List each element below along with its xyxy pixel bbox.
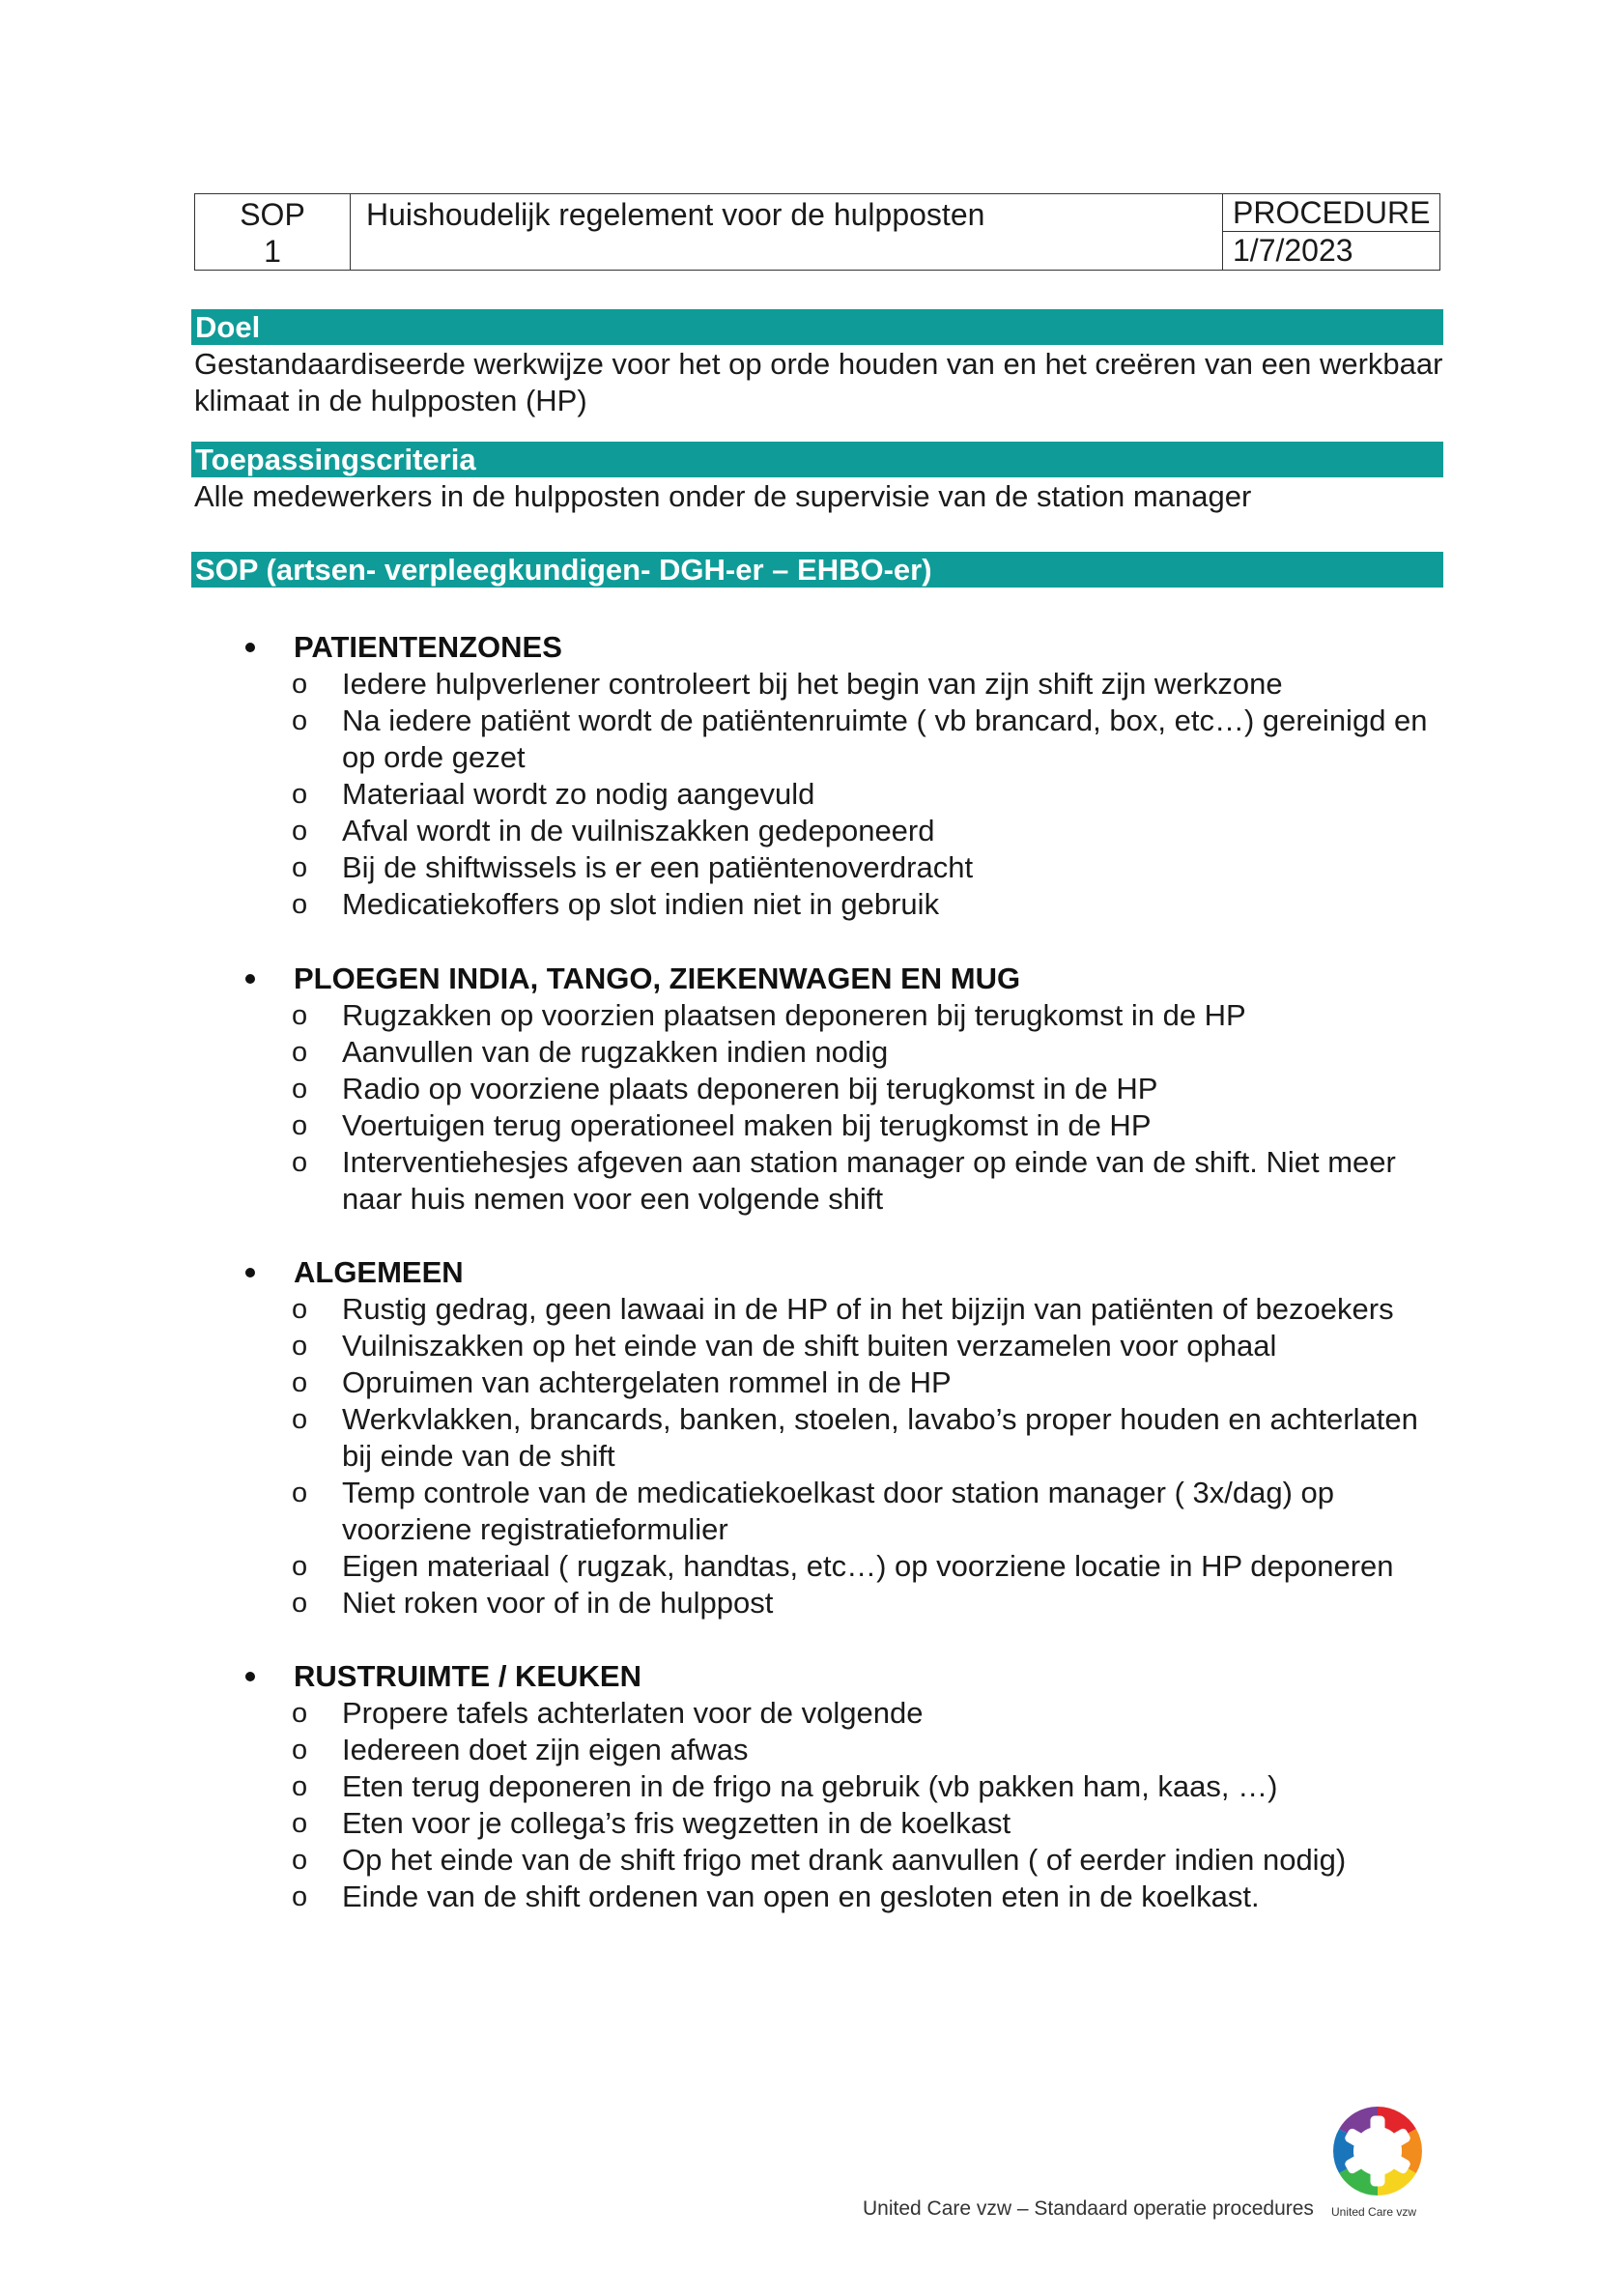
list-item xyxy=(242,1475,1449,1548)
procedure-type: PROCEDURE xyxy=(1233,195,1431,230)
circle-bullet-icon: o xyxy=(292,1000,308,1031)
list-item xyxy=(242,1034,1449,1071)
circle-bullet-icon: o xyxy=(292,1881,308,1912)
item-list xyxy=(242,997,1449,1218)
bullet-icon xyxy=(245,1672,255,1681)
section-title xyxy=(242,961,1449,997)
list-item xyxy=(242,1732,1449,1768)
circle-bullet-icon: o xyxy=(292,1478,308,1508)
list-item-text: Radio op voorziene plaats deponeren bij terugkomst in de HP xyxy=(342,1072,1158,1105)
item-list xyxy=(242,666,1449,923)
circle-bullet-icon: o xyxy=(292,705,308,736)
logo-caption: United Care vzw xyxy=(1331,2205,1417,2219)
list-item xyxy=(242,1291,1449,1328)
list-item-text: Propere tafels achterlaten voor de volgende xyxy=(342,1696,924,1730)
circle-bullet-icon: o xyxy=(292,1294,308,1325)
circle-bullet-icon: o xyxy=(292,1404,308,1435)
section-title-text: PATIENTENZONES xyxy=(294,630,562,664)
item-list xyxy=(242,1695,1449,1915)
list-item-text: Iedereen doet zijn eigen afwas xyxy=(342,1733,749,1766)
section-rustruimte xyxy=(242,1658,1449,1915)
list-item-text: Rustig gedrag, geen lawaai in de HP of in het bijzijn van patiënten of bezoekers xyxy=(342,1292,1394,1326)
united-care-logo-icon xyxy=(1329,2103,1426,2199)
list-item xyxy=(242,1695,1449,1732)
section-title-text: RUSTRUIMTE / KEUKEN xyxy=(294,1659,641,1693)
list-item-text: Vuilniszakken op het einde van de shift buiten verzamelen voor ophaal xyxy=(342,1329,1277,1363)
list-item xyxy=(242,886,1449,923)
circle-bullet-icon: o xyxy=(292,1110,308,1141)
section-title-text: PLOEGEN INDIA, TANGO, ZIEKENWAGEN EN MUG xyxy=(294,961,1021,995)
bullet-icon xyxy=(245,974,255,984)
list-item-text: Eten voor je collega’s fris wegzetten in de koelkast xyxy=(342,1806,1011,1840)
document-date: 1/7/2023 xyxy=(1223,231,1439,269)
list-item xyxy=(242,1071,1449,1107)
circle-bullet-icon: o xyxy=(292,816,308,847)
circle-bullet-icon: o xyxy=(292,669,308,700)
list-item-text: Aanvullen van de rugzakken indien nodig xyxy=(342,1035,889,1069)
section-title-text: ALGEMEEN xyxy=(294,1255,464,1289)
toepassing-text: Alle medewerkers in de hulpposten onder de supervisie van de station manager xyxy=(194,479,1252,513)
list-item xyxy=(242,813,1449,849)
list-item xyxy=(242,849,1449,886)
list-item xyxy=(242,1107,1449,1144)
item-list xyxy=(242,1291,1449,1622)
list-item xyxy=(242,1401,1449,1475)
circle-bullet-icon: o xyxy=(292,1771,308,1802)
list-item xyxy=(242,1548,1449,1585)
list-item-text: Op het einde van de shift frigo met drank aanvullen ( of eerder indien nodig) xyxy=(342,1843,1347,1877)
section-title xyxy=(242,1254,1449,1291)
list-item-text: Werkvlakken, brancards, banken, stoelen, lavabo’s proper houden en achterlaten bij einde van de shift xyxy=(342,1402,1418,1473)
list-item xyxy=(242,1364,1449,1401)
circle-bullet-icon: o xyxy=(292,1735,308,1765)
circle-bullet-icon: o xyxy=(292,1074,308,1105)
list-item xyxy=(242,1585,1449,1622)
sop-label: SOP xyxy=(240,197,305,232)
list-item xyxy=(242,1768,1449,1805)
list-item-text: Na iedere patiënt wordt de patiëntenruimte ( vb brancard, box, etc…) gereinigd en op orde gezet xyxy=(342,703,1428,774)
list-item-text: Materiaal wordt zo nodig aangevuld xyxy=(342,777,815,811)
list-item-text: Opruimen van achtergelaten rommel in de HP xyxy=(342,1365,952,1399)
sop-heading: SOP (artsen- verpleegkundigen- DGH-er – EHBO-er) xyxy=(191,552,1443,588)
section-algemeen xyxy=(242,1254,1449,1622)
list-item xyxy=(242,1805,1449,1842)
section-patientenzones xyxy=(242,629,1449,923)
list-item-text: Medicatiekoffers op slot indien niet in gebruik xyxy=(342,887,940,921)
circle-bullet-icon: o xyxy=(292,1551,308,1582)
list-item xyxy=(242,1842,1449,1879)
list-item xyxy=(242,1144,1449,1218)
list-item xyxy=(242,703,1449,776)
list-item xyxy=(242,1328,1449,1364)
list-item xyxy=(242,666,1449,703)
list-item xyxy=(242,997,1449,1034)
list-item-text: Einde van de shift ordenen van open en gesloten eten in de koelkast. xyxy=(342,1880,1260,1913)
circle-bullet-icon: o xyxy=(292,889,308,920)
bullet-icon xyxy=(245,643,255,652)
circle-bullet-icon: o xyxy=(292,1808,308,1839)
sop-cell xyxy=(195,194,351,271)
circle-bullet-icon: o xyxy=(292,1147,308,1178)
circle-bullet-icon: o xyxy=(292,1845,308,1876)
circle-bullet-icon: o xyxy=(292,1037,308,1068)
list-item-text: Eten terug deponeren in de frigo na gebruik (vb pakken ham, kaas, …) xyxy=(342,1769,1278,1803)
header-table xyxy=(194,193,1440,271)
list-item-text: Temp controle van de medicatiekoelkast door station manager ( 3x/dag) op voorziene registratieformulier xyxy=(342,1476,1335,1546)
list-item xyxy=(242,776,1449,813)
circle-bullet-icon: o xyxy=(292,852,308,883)
circle-bullet-icon: o xyxy=(292,1331,308,1362)
document-title: Huishoudelijk regelement voor de hulpposten xyxy=(351,194,1223,271)
doel-heading: Doel xyxy=(191,309,1443,345)
sop-number: 1 xyxy=(264,234,281,269)
list-item xyxy=(242,1879,1449,1915)
meta-cell xyxy=(1223,194,1440,271)
list-item-text: Rugzakken op voorzien plaatsen deponeren bij terugkomst in de HP xyxy=(342,998,1246,1032)
list-item-text: Voertuigen terug operationeel maken bij terugkomst in de HP xyxy=(342,1108,1152,1142)
bullet-icon xyxy=(245,1268,255,1277)
section-title xyxy=(242,1658,1449,1695)
circle-bullet-icon: o xyxy=(292,1588,308,1619)
list-item-text: Eigen materiaal ( rugzak, handtas, etc…) op voorziene locatie in HP deponeren xyxy=(342,1549,1394,1583)
section-ploegen xyxy=(242,961,1449,1218)
list-item-text: Niet roken voor of in de hulppost xyxy=(342,1586,774,1620)
doel-text: Gestandaardiseerde werkwijze voor het op orde houden van en het creëren van een werkbaar klimaat in de hulpposten (HP) xyxy=(194,347,1443,417)
circle-bullet-icon: o xyxy=(292,1367,308,1398)
circle-bullet-icon: o xyxy=(292,779,308,810)
list-item-text: Interventiehesjes afgeven aan station manager op einde van de shift. Niet meer naar huis nemen voor een volgende shift xyxy=(342,1145,1396,1216)
circle-bullet-icon: o xyxy=(292,1698,308,1729)
footer-text: United Care vzw – Standaard operatie procedures xyxy=(863,2197,1314,2220)
list-item-text: Iedere hulpverlener controleert bij het begin van zijn shift zijn werkzone xyxy=(342,667,1283,701)
section-title xyxy=(242,629,1449,666)
toepassing-heading: Toepassingscriteria xyxy=(191,442,1443,477)
list-item-text: Afval wordt in de vuilniszakken gedeponeerd xyxy=(342,814,935,847)
list-item-text: Bij de shiftwissels is er een patiëntenoverdracht xyxy=(342,850,974,884)
